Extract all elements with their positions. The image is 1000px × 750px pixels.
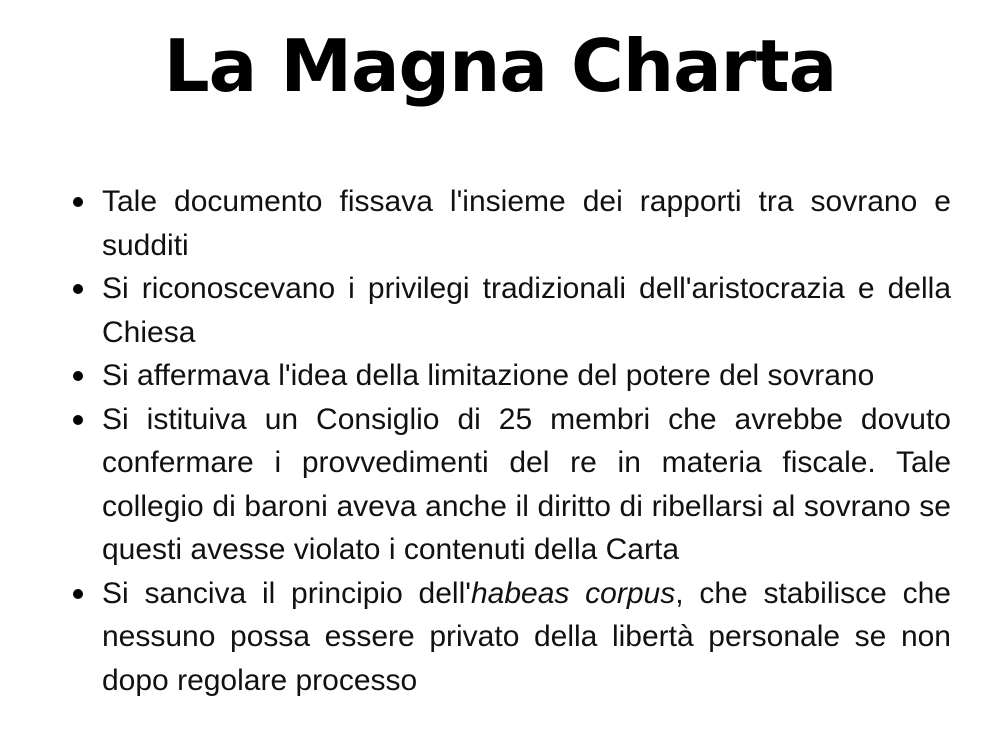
bullet-item bbox=[73, 398, 951, 572]
bullet-list bbox=[73, 180, 951, 702]
bullet-text-before: Si sanciva il principio dell' bbox=[102, 576, 471, 610]
bullet-dot-icon bbox=[73, 371, 83, 381]
habeas-corpus-term: habeas corpus bbox=[470, 576, 676, 610]
slide-title: La Magna Charta bbox=[163, 24, 837, 108]
bullet-item bbox=[73, 180, 951, 267]
bullet-dot-icon bbox=[73, 197, 83, 207]
bullet-dot-icon bbox=[73, 415, 83, 425]
bullet-text: Tale documento fissava l'insieme dei rapporti tra sovrano e sudditi bbox=[102, 185, 951, 262]
bullet-text-after: , che stabilisce che nessuno possa essere privato della libertà personale se non dopo regolare processo bbox=[102, 576, 951, 697]
bullet-text: Si istituiva un Consiglio di 25 membri che avrebbe dovuto confermare i provvedimenti del re in materia fiscale. Tale collegio di baroni aveva anche il diritto di ribellarsi al sovrano se questi avesse violato i contenuti della Carta bbox=[102, 402, 951, 566]
bullet-text: Si affermava l'idea della limitazione del potere del sovrano bbox=[102, 359, 875, 392]
bullet-item bbox=[73, 572, 951, 703]
bullet-item bbox=[73, 354, 951, 398]
bullet-text: Si riconoscevano i privilegi tradizionali dell'aristocrazia e della Chiesa bbox=[102, 272, 951, 349]
bullet-dot-icon bbox=[73, 284, 83, 294]
bullet-item bbox=[73, 267, 951, 354]
bullet-dot-icon bbox=[73, 589, 83, 599]
bullet-text bbox=[102, 572, 951, 703]
